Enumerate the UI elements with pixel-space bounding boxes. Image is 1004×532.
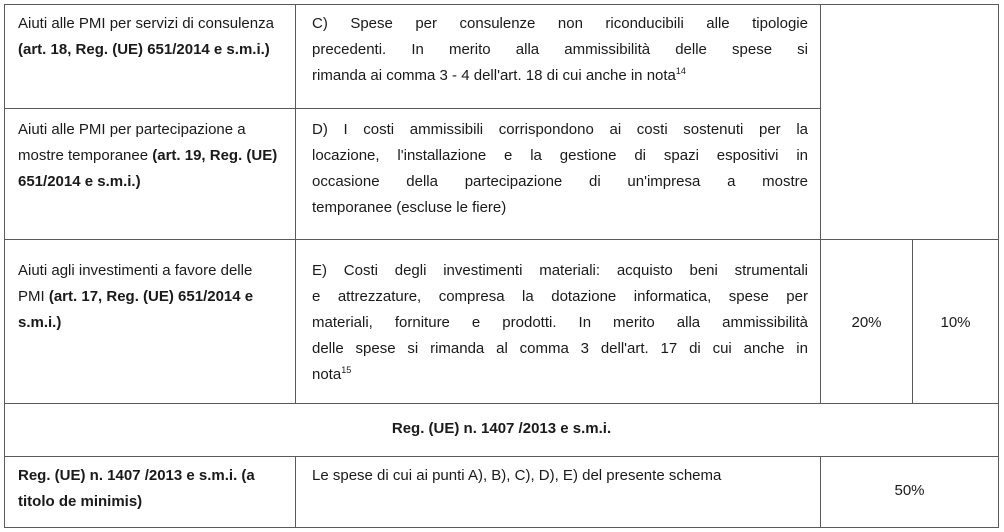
row-2-aid-type: Aiuti alle PMI per partecipazione a mostre temporanee (art. 19, Reg. (UE) 651/2014 e s.m.i.)	[18, 121, 278, 190]
row-divider	[4, 456, 999, 457]
footnote-ref: 15	[341, 365, 352, 375]
section-header: Reg. (UE) n. 1407 /2013 e s.m.i.	[391, 420, 612, 437]
row-divider	[4, 4, 999, 5]
col-divider	[4, 4, 5, 528]
row-3-aid-type: Aiuti agli investimenti a favore delle PMI (art. 17, Reg. (UE) 651/2014 e s.m.i.)	[18, 262, 254, 331]
row-divider	[4, 108, 820, 109]
row-divider	[4, 239, 999, 240]
row-divider	[4, 403, 999, 404]
percentage-cell: 50%	[894, 482, 925, 499]
percentage-cell: 10%	[940, 314, 971, 331]
last-row-expense-description: Le spese di cui ai punti A), B), C), D), E) del presente schema	[312, 467, 722, 484]
percentage-cell: 20%	[851, 314, 882, 331]
footnote-ref: 14	[675, 66, 686, 76]
col-divider	[820, 4, 821, 404]
row-1-aid-type: Aiuti alle PMI per servizi di consulenza (art. 18, Reg. (UE) 651/2014 e s.m.i.)	[18, 15, 274, 58]
row-2-expense-description: D) I costi ammissibili corrispondono ai costi sostenuti per la locazione, l'installazione e la gestione di spazi espositivi in occasione della partecipazione di un'impresa a mostre temporanee (escluse le fiere)	[312, 121, 808, 216]
col-divider	[295, 456, 296, 528]
last-row-aid-type: Reg. (UE) n. 1407 /2013 e s.m.i. (a titolo de minimis)	[18, 467, 255, 510]
row-divider	[4, 527, 999, 528]
row-1-expense-description: C) Spese per consulenze non riconducibili alle tipologie precedenti. In merito alla ammissibilità delle spese si rimanda ai comma 3 - 4 dell'art. 18 di cui anche in nota$^{14}$	[312, 15, 808, 84]
row-3-expense-description: E) Costi degli investimenti materiali: acquisto beni strumentali e attrezzature, compresa la dotazione informatica, spese per materiali, forniture e prodotti. In merito alla ammissibilità delle spese si rimanda al comma 3 dell'art. 17 di cui anche in nota$^{15}$	[312, 262, 808, 383]
col-divider	[295, 4, 296, 404]
col-divider	[998, 4, 999, 528]
